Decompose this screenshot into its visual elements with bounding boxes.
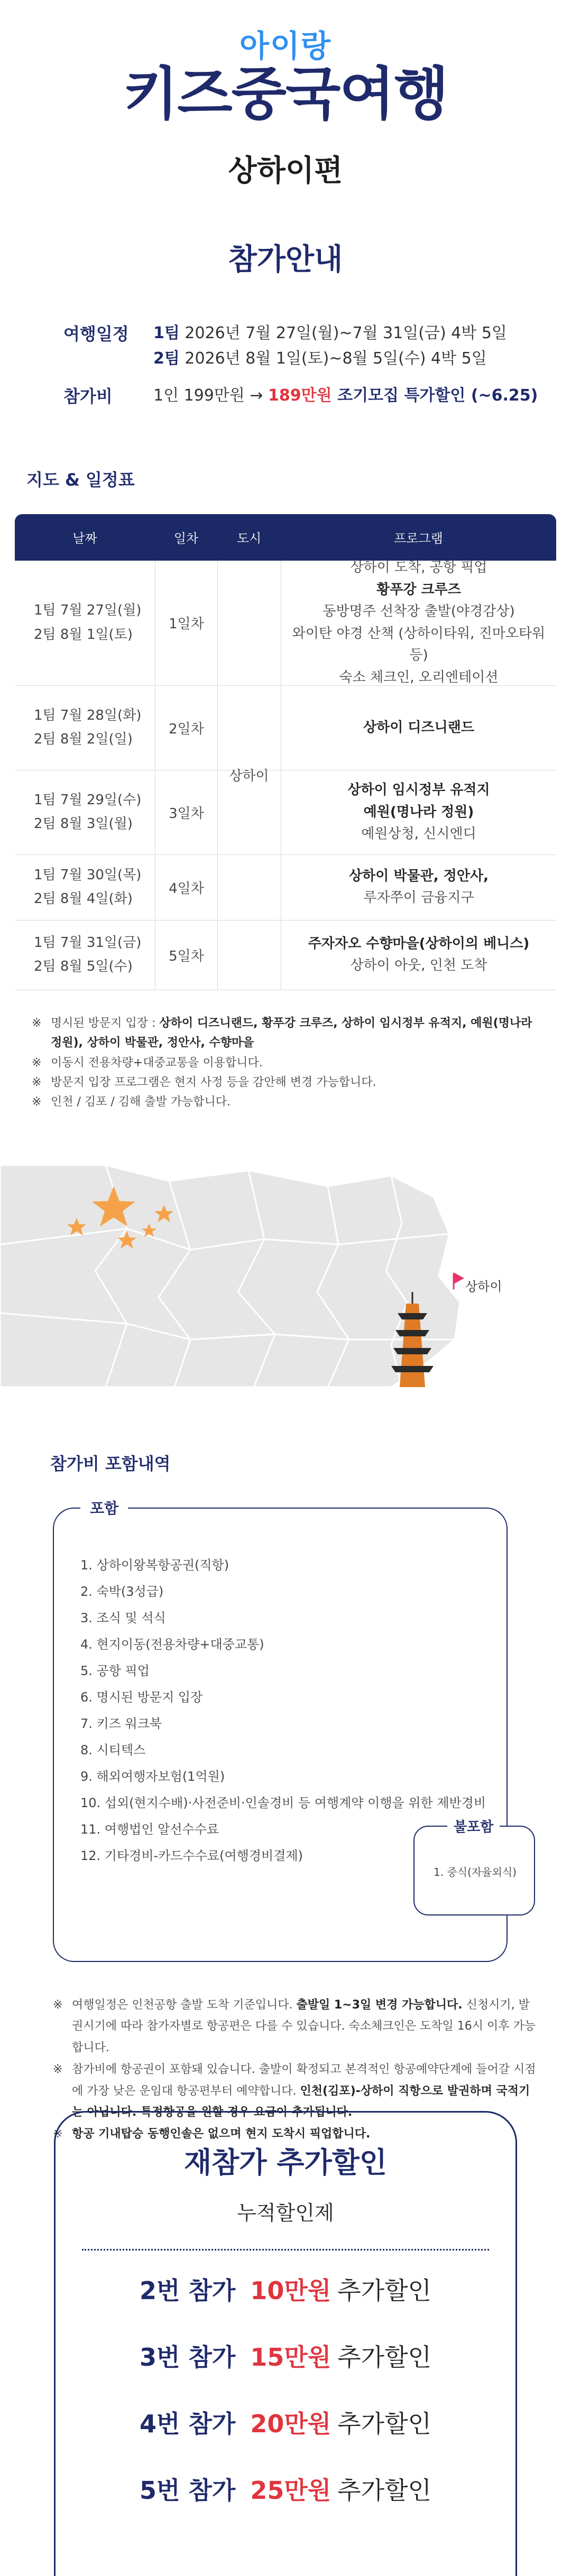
program-item: 상하이 디즈니랜드 (363, 719, 474, 736)
program-cell (281, 770, 556, 854)
program-item: 예원상청, 신시엔디 (361, 826, 476, 842)
team2-date: 2팀 8월 4일(화) (34, 891, 133, 907)
team2-line (153, 346, 507, 371)
program-item: 상하이 임시정부 유적지 (347, 782, 490, 798)
price-row (63, 383, 571, 408)
team1-date: 1팀 7월 30일(목) (34, 867, 142, 883)
trip-info (63, 321, 571, 408)
schedule-table (15, 514, 556, 990)
day-cell: 1일차 (155, 561, 217, 685)
schedule-value (153, 321, 507, 371)
note-mark: ※ (32, 1016, 42, 1030)
excluded-box (413, 1819, 535, 1915)
table-row (15, 920, 556, 990)
team1-line (153, 321, 507, 346)
team1-dates: 2026년 7월 27일(월)~7월 31일(금) 4박 5일 (179, 323, 507, 342)
team1-label: 1팀 (153, 323, 180, 342)
schedule-notes (32, 1013, 539, 1112)
note-mark: ※ (53, 1998, 63, 2012)
discount-count: 2번 참가 (140, 2276, 236, 2305)
list-item: 4. 현지이동(전용차량+대중교통) (80, 1636, 264, 1652)
note-text: 여행일정은 인천공항 출발 도착 기준입니다. (72, 1998, 297, 2012)
discount-suffix: 추가할인 (337, 2343, 431, 2372)
program-cell (281, 855, 556, 920)
team2-date: 2팀 8월 2일(일) (34, 731, 133, 748)
discount-count: 4번 참가 (140, 2410, 236, 2438)
note-mark: ※ (32, 1056, 42, 1070)
included-badge: 포함 (80, 1497, 128, 1518)
note-mark: ※ (32, 1075, 42, 1089)
main-title: 키즈중국여행 (123, 61, 448, 127)
map (0, 1165, 571, 1387)
discount-suffix: 추가할인 (337, 2410, 431, 2438)
table-body (15, 561, 556, 990)
city-cell: 상하이 (229, 768, 269, 785)
discount-row (56, 2338, 515, 2373)
discount-amount: 25만원 (250, 2476, 331, 2505)
day-cell: 3일차 (155, 770, 217, 854)
note-mark: ※ (53, 2127, 63, 2141)
schedule-label: 여행일정 (63, 323, 129, 344)
header (0, 0, 571, 278)
list-item: 8. 시티텍스 (80, 1742, 146, 1757)
program-item: 숙소 체크인, 오리엔테이션 (339, 669, 499, 685)
discount-row (56, 2272, 515, 2307)
price-note: 조기모집 특가할인 (~6.25) (331, 386, 538, 405)
date-cell (15, 770, 155, 854)
program-item: 상하이 도착, 공항 픽업 (350, 560, 487, 576)
note-item (53, 1995, 539, 2059)
list-item: 10. 섭외(현지수배)·사전준비·인솔경비 등 여행계약 이행을 위한 제반경비 (80, 1795, 486, 1810)
note-text: 신청시기, 발권시기에 따라 참가자별로 항공편은 다를 수 있습니다. 숙소체크인은 도착일 16시 이후 가능합니다. (72, 1998, 536, 2055)
discount-amount: 15만원 (250, 2343, 331, 2372)
discount-count: 5번 참가 (140, 2476, 236, 2505)
date-cell (15, 686, 155, 770)
table-row (15, 685, 556, 770)
discount-amount: 10만원 (250, 2276, 331, 2305)
team2-date: 2팀 8월 5일(수) (34, 959, 133, 975)
list-item: 1. 상하이왕복항공권(직항) (80, 1557, 229, 1573)
discount-count: 3번 참가 (140, 2343, 236, 2372)
discount-subtitle: 누적할인제 (237, 2201, 334, 2225)
note-item (32, 1092, 539, 1112)
shanghai-label: 상하이 (465, 1279, 502, 1294)
discount-suffix: 추가할인 (337, 2276, 431, 2305)
program-item: 동방명주 선착장 출발(야경감상) (323, 603, 515, 620)
day-cell: 4일차 (155, 855, 217, 920)
date-cell (15, 561, 155, 685)
list-item: 2. 숙박(3성급) (80, 1584, 164, 1599)
program-cell (281, 686, 556, 770)
section-heading: 참가안내 (228, 242, 343, 277)
team1-date: 1팀 7월 29일(수) (34, 792, 142, 808)
included-title: 참가비 포함내역 (50, 1453, 171, 1474)
note-text: 이동시 전용차량+대중교통을 이용합니다. (51, 1056, 263, 1070)
header-city: 도시 (236, 531, 262, 546)
list-item: 6. 명시된 방문지 입장 (80, 1689, 203, 1705)
excluded-item: 1. 중식(자율외식) (434, 1865, 517, 1878)
price-label: 참가비 (63, 386, 113, 406)
note-bold: 출발일 1~3일 변경 가능합니다. (296, 1998, 463, 2012)
note-mark: ※ (53, 2062, 63, 2076)
list-item: 12. 기타경비-카드수수료(여행경비결제) (80, 1848, 303, 1863)
dotted-divider (82, 2249, 489, 2250)
team1-date: 1팀 7월 27일(월) (34, 602, 142, 619)
price-sale: 189만원 (268, 386, 332, 405)
included-box (53, 1499, 517, 1962)
list-item: 7. 키즈 워크북 (80, 1716, 162, 1731)
discount-title: 재참가 추가할인 (184, 2146, 387, 2179)
note-item (32, 1013, 539, 1053)
excluded-badge: 불포함 (447, 1816, 500, 1836)
date-cell (15, 855, 155, 920)
program-item: 주자자오 수향마을(상하이의 베니스) (308, 935, 530, 952)
header-date: 날짜 (72, 531, 97, 546)
brand-logo: 아이랑 (239, 28, 332, 64)
note-text: 방문지 입장 프로그램은 현지 사정 등을 감안해 변경 가능합니다. (51, 1075, 376, 1089)
list-item: 5. 공항 픽업 (80, 1663, 150, 1678)
note-text: 인천 / 김포 / 김해 출발 가능합니다. (51, 1095, 231, 1109)
price-value (153, 383, 538, 408)
header-program: 프로그램 (394, 531, 443, 546)
discount-suffix: 추가할인 (337, 2476, 431, 2505)
discount-row (56, 2471, 515, 2506)
schedule-row (63, 321, 571, 371)
table-row (15, 854, 556, 920)
note-item (32, 1053, 539, 1073)
table-header (15, 514, 556, 561)
day-cell: 5일차 (155, 920, 217, 990)
discount-amount: 20만원 (250, 2410, 331, 2438)
note-text: 참가비에 항공권이 포함돼 있습니다. 출발이 확정되고 본격적인 항공예약단계에 들어갈 시점에 가장 낮은 운임대 항공편부터 예약합니다. (72, 2062, 536, 2098)
discount-box (54, 2111, 517, 2576)
team2-label: 2팀 (153, 349, 180, 368)
table-row (15, 770, 556, 854)
program-cell (281, 561, 556, 685)
note-text: 명시된 방문지 입장 : (51, 1016, 160, 1030)
list-item: 3. 조식 및 석식 (80, 1610, 166, 1625)
header-day: 일차 (173, 531, 199, 546)
price-original: 1인 199만원 → (153, 386, 269, 405)
note-bold: 상하이 디즈니랜드, 황푸강 크루즈, 상하이 임시정부 유적지, 예원(명나라 정원), 상하이 박물관, 정안사, 수향마을 (51, 1016, 532, 1050)
list-item: 9. 해외여행자보험(1억원) (80, 1769, 225, 1784)
program-item: 상하이 박물관, 정안사, (349, 868, 489, 884)
discount-list (56, 2272, 515, 2506)
discount-row (56, 2405, 515, 2440)
note-mark: ※ (32, 1095, 42, 1109)
program-cell (281, 920, 556, 990)
program-item: 황푸강 크루즈 (376, 581, 461, 598)
program-item: 와이탄 야경 산책 (상하이타워, 진마오타워 등) (292, 625, 546, 664)
included-list (80, 1552, 486, 1869)
schedule-title: 지도 & 일정표 (26, 469, 135, 490)
team1-date: 1팀 7월 28일(화) (34, 707, 142, 723)
program-item: 예원(명나라 정원) (363, 804, 474, 820)
team2-date: 2팀 8월 3일(월) (34, 816, 133, 832)
table-row (15, 561, 556, 685)
note-bold: 항공 기내탑승 동행인솔은 없으며 현지 도착시 픽업합니다. (72, 2127, 371, 2141)
sub-title: 상하이편 (228, 153, 343, 188)
date-cell (15, 920, 155, 990)
team1-date: 1팀 7월 31일(금) (34, 934, 142, 951)
program-item: 루자쭈이 금융지구 (363, 890, 474, 906)
note-bold: 인천(김포)-상하이 직항으로 발권하며 국적기는 아닙니다. 특정항공을 원할 경우 요금이 추가됩니다. (72, 2084, 530, 2119)
list-item: 11. 여행법인 알선수수료 (80, 1821, 219, 1837)
note-item (32, 1073, 539, 1092)
team2-dates: 2026년 8월 1일(토)~8월 5일(수) 4박 5일 (179, 349, 487, 368)
team2-date: 2팀 8월 1일(토) (34, 626, 133, 643)
program-item: 상하이 아웃, 인천 도착 (350, 957, 487, 974)
day-cell: 2일차 (155, 686, 217, 770)
